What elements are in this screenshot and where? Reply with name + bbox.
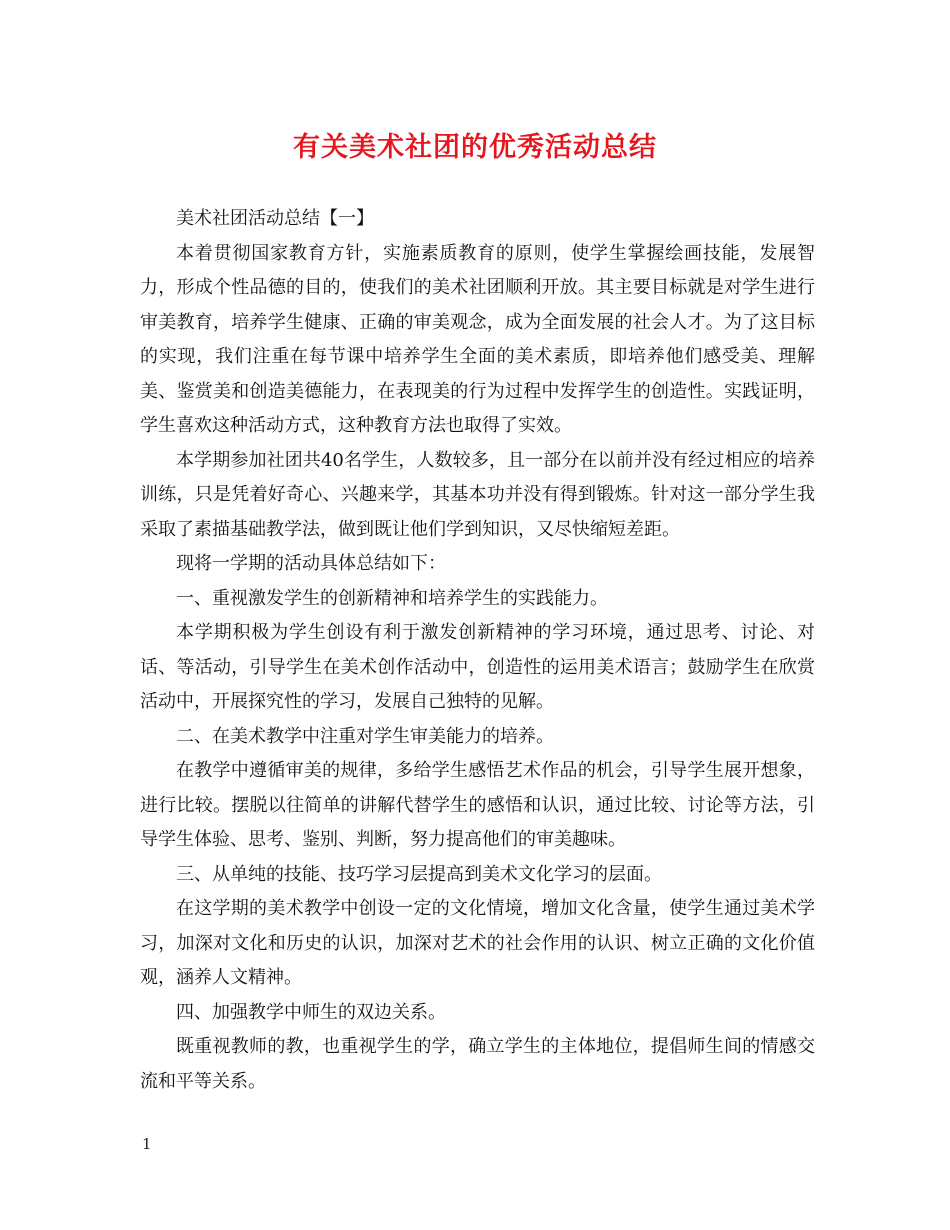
paragraph: 在教学中遵循审美的规律，多给学生感悟艺术作品的机会，引导学生展开想象，进行比较。摆脱以往简单的讲解代替学生的感悟和认识，通过比较、讨论等方法，引导学生体验、思考、鉴别、判断，努力提高他们的审美趣味。: [140, 760, 815, 850]
paragraph: 本学期参加社团共40名学生，人数较多，且一部分在以前并没有经过相应的培养训练，只是凭着好奇心、兴趣来学，其基本功并没有得到锻炼。针对这一部分学生我采取了素描基础教学法，做到既让他们学到知识，又尽快缩短差距。: [140, 449, 815, 540]
section-heading: 美术社团活动总结【一】: [176, 208, 374, 229]
section-heading: 三、从单纯的技能、技巧学习层提高到美术文化学习的层面。: [176, 863, 662, 885]
paragraph: 本学期积极为学生创设有利于激发创新精神的学习环境，通过思考、讨论、对话、等活动，引导学生在美术创作活动中，创造性的运用美术语言；鼓励学生在欣赏活动中，开展探究性的学习，发展自己独特的见解。: [140, 622, 815, 712]
section-heading: 二、在美术教学中注重对学生审美能力的培养。: [176, 725, 554, 747]
paragraph: 现将一学期的活动具体总结如下：: [176, 553, 446, 574]
section-heading: 四、加强教学中师生的双边关系。: [176, 1001, 446, 1023]
document-body: [140, 202, 815, 1099]
page-number: 1: [142, 1135, 152, 1153]
paragraph: 本着贯彻国家教育方针，实施素质教育的原则，使学生掌握绘画技能，发展智力，形成个性品德的目的，使我们的美术社团顺利开放。其主要目标就是对学生进行审美教育，培养学生健康、正确的审美观念，成为全面发展的社会人才。为了这目标的实现，我们注重在每节课中培养学生全面的美术素质，即培养他们感受美、理解美、鉴赏美和创造美德能力，在表现美的行为过程中发挥学生的创造性。实践证明，学生喜欢这种活动方式，这种教育方法也取得了实效。: [140, 242, 815, 436]
section-heading: 一、重视激发学生的创新精神和培养学生的实践能力。: [176, 587, 608, 609]
document-title: 有关美术社团的优秀活动总结: [293, 132, 657, 163]
paragraph: 在这学期的美术教学中创设一定的文化情境，增加文化含量，使学生通过美术学习，加深对文化和历史的认识，加深对艺术的社会作用的认识、树立正确的文化价值观，涵养人文精神。: [140, 898, 815, 988]
paragraph: 既重视教师的教，也重视学生的学，确立学生的主体地位，提倡师生间的情感交流和平等关系。: [140, 1036, 815, 1092]
